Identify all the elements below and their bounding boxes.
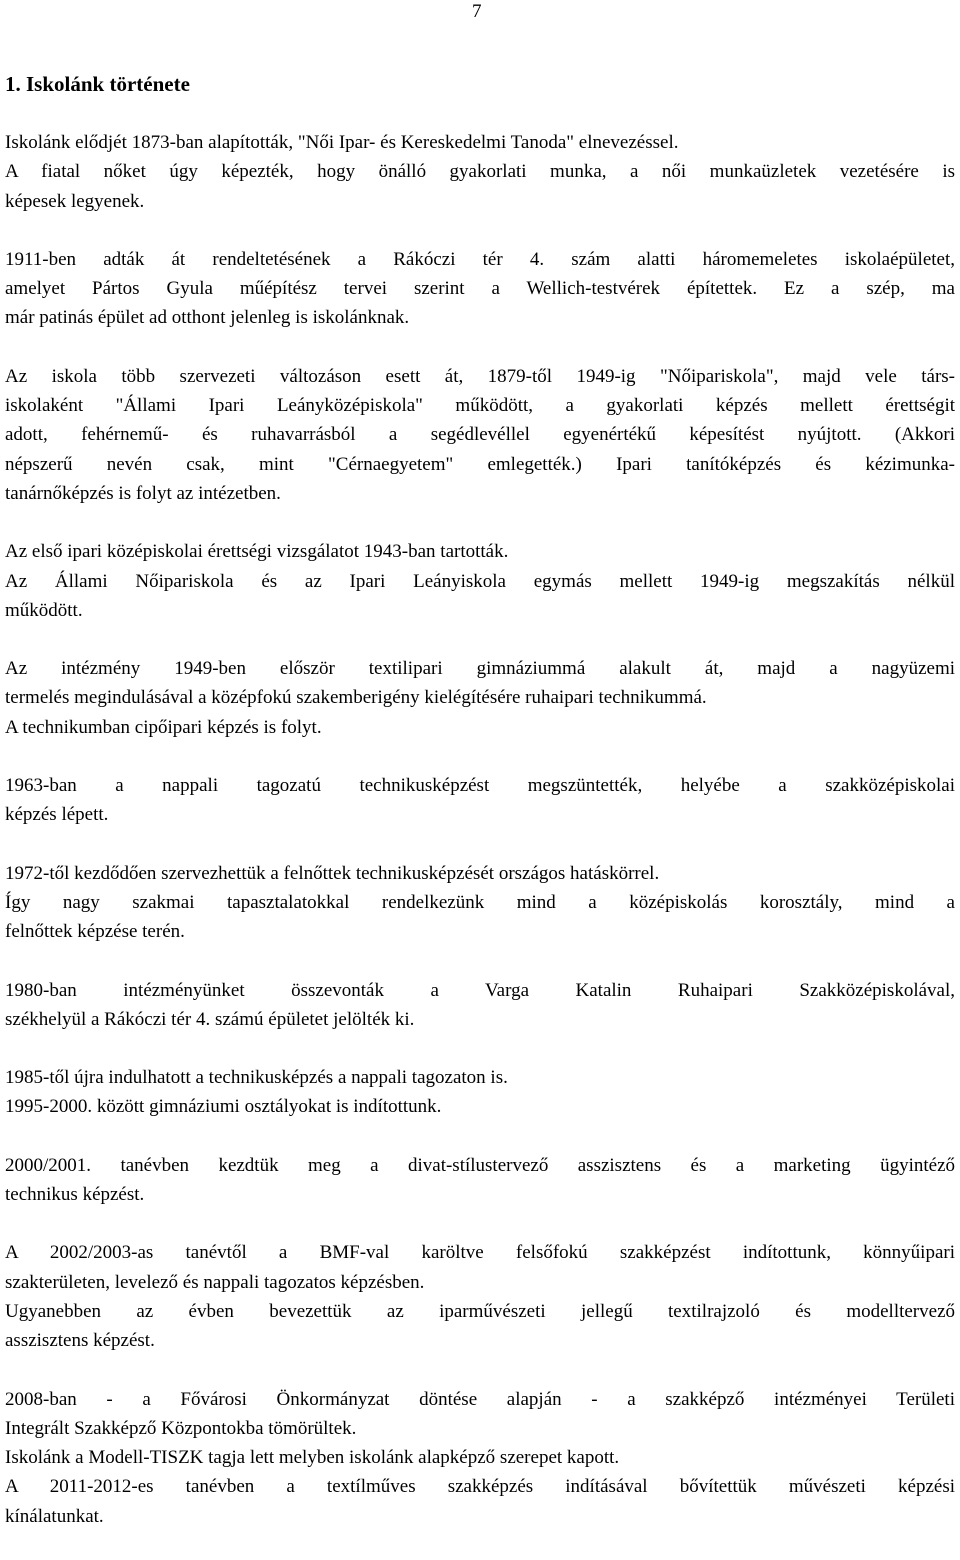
text-line: 1985-től újra indulhatott a technikusképzés a nappali tagozaton is.	[5, 1067, 508, 1089]
text-line: már patinás épület ad otthont jelenleg is iskolánknak.	[5, 307, 410, 329]
paragraph	[5, 537, 955, 625]
paragraph	[5, 1063, 955, 1122]
page-number: 7	[472, 1, 482, 22]
text-line: Az iskola több szervezeti változáson esett át, 1879-től 1949-ig "Nőipariskola", majd vele társ-	[5, 365, 955, 387]
text-line: A fiatal nőket úgy képezték, hogy önálló gyakorlati munka, a női munkaüzletek vezetésére is	[5, 161, 955, 183]
paragraph	[5, 1238, 955, 1355]
paragraph	[5, 245, 955, 333]
text-line: technikus képzést.	[5, 1184, 145, 1206]
text-line: kínálatunkat.	[5, 1505, 104, 1527]
text-line: Iskolánk a Modell-TISZK tagja lett melyben iskolánk alapképző szerepet kapott.	[5, 1447, 620, 1469]
text-line: Ugyanebben az évben bevezettük az iparművészeti jellegű textilrajzoló és modelltervező	[5, 1300, 955, 1322]
text-line: tanárnőképzés is folyt az intézetben.	[5, 482, 281, 504]
text-line: felnőttek képzése terén.	[5, 921, 185, 943]
paragraph	[5, 771, 955, 830]
paragraph	[5, 1385, 955, 1531]
text-line: termelés megindulásával a középfokú szakemberigény kielégítésére ruhaipari technikummá.	[5, 687, 707, 709]
text-line: amelyet Pártos Gyula műépítész tervei szerint a Wellich-testvérek építettek. Ez a szép, ma	[5, 278, 955, 300]
text-line: Az intézmény 1949-ben először textilipari gimnáziummá alakult át, majd a nagyüzemi	[5, 658, 955, 680]
text-line: A technikumban cipőipari képzés is folyt.	[5, 716, 322, 738]
text-line: 1972-től kezdődően szervezhettük a felnőttek technikusképzését országos hatáskörrel.	[5, 862, 660, 884]
paragraph	[5, 859, 955, 947]
text-line: Az első ipari középiskolai érettségi vizsgálatot 1943-ban tartották.	[5, 541, 509, 563]
text-line: népszerű nevén csak, mint "Cérnaegyetem" emlegették.) Ipari tanítóképzés és kézimunka-	[5, 453, 955, 475]
text-line: szakterületen, levelező és nappali tagozatos képzésben.	[5, 1271, 425, 1293]
text-line: asszisztens képzést.	[5, 1330, 155, 1352]
text-line: iskolaként "Állami Ipari Leányközépiskola" működött, a gyakorlati képzés mellett érettségit	[5, 395, 955, 417]
section-title: 1. Iskolánk története	[5, 72, 190, 96]
text-line: adott, fehérnemű- és ruhavarrásból a segédlevéllel egyenértékű képesítést nyújtott. (Akkori	[5, 424, 955, 446]
text-line: 1995-2000. között gimnáziumi osztályokat is indítottunk.	[5, 1096, 442, 1118]
paragraph	[5, 128, 955, 216]
text-line: 2008-ban - a Fővárosi Önkormányzat döntése alapján - a szakképző intézményei Területi	[5, 1388, 955, 1410]
text-line: Iskolánk elődjét 1873-ban alapították, "Női Ipar- és Kereskedelmi Tanoda" elnevezéssel.	[5, 132, 679, 153]
text-line: A 2002/2003-as tanévtől a BMF-val karöltve felsőfokú szakképzést indítottunk, könnyűipari	[5, 1242, 955, 1264]
text-line: Így nagy szakmai tapasztalatokkal rendelkezünk mind a középiskolás korosztály, mind a	[5, 891, 955, 913]
paragraph	[5, 362, 955, 508]
text-line: működött.	[5, 599, 83, 621]
text-line: A 2011-2012-es tanévben a textílműves szakképzés indításával bővítettük művészeti képzési	[5, 1476, 955, 1498]
paragraph	[5, 654, 955, 742]
text-line: képesek legyenek.	[5, 190, 145, 212]
text-line: 1911-ben adták át rendeltetésének a Rákóczi tér 4. szám alatti háromemeletes iskolaépületet,	[5, 248, 955, 270]
text-line: Az Állami Nőipariskola és az Ipari Leányiskola egymás mellett 1949-ig megszakítás nélkül	[5, 570, 955, 592]
document-body	[5, 128, 955, 1560]
text-line: 2000/2001. tanévben kezdtük meg a divat-stílustervező asszisztens és a marketing ügyintéző	[5, 1154, 955, 1176]
text-line: képzés lépett.	[5, 804, 109, 826]
paragraph	[5, 1151, 955, 1210]
text-line: 1963-ban a nappali tagozatú technikusképzést megszüntették, helyébe a szakközépiskolai	[5, 775, 955, 797]
text-line: székhelyül a Rákóczi tér 4. számú épületet jelölték ki.	[5, 1008, 415, 1030]
text-line: 1980-ban intézményünket összevonták a Varga Katalin Ruhaipari Szakközépiskolával,	[5, 979, 955, 1001]
text-line: Integrált Szakképző Központokba tömörültek.	[5, 1417, 357, 1439]
paragraph	[5, 976, 955, 1035]
